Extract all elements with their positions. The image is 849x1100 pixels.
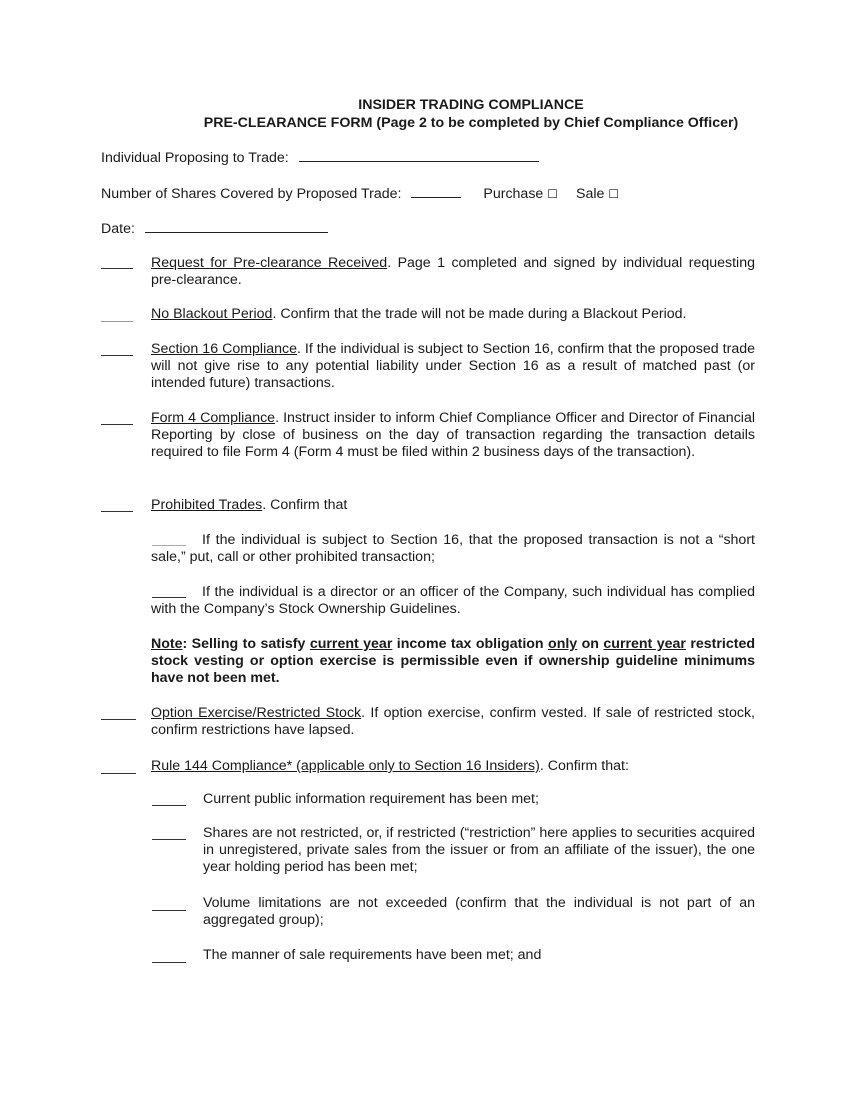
rule144-sub3: Volume limitations are not exceeded (confirm that the individual is not part of an aggregated group); — [203, 895, 755, 928]
note-current-year-2: current year — [603, 636, 686, 652]
request-text: . Page 1 completed and signed by individual requesting pre-clearance. — [151, 255, 755, 288]
option-text: . If option exercise, confirm vested. If sale of restricted stock, confirm restrictions have lapsed. — [151, 705, 755, 738]
rule144-sub1-check-blank[interactable] — [152, 805, 186, 806]
request-check-blank[interactable] — [101, 268, 133, 269]
individual-row — [101, 149, 539, 167]
prohibited-text: . Confirm that — [262, 497, 348, 513]
sale-label: Sale — [575, 186, 605, 202]
shares-field[interactable] — [411, 185, 461, 198]
rule144-sub4: The manner of sale requirements have been met; and — [203, 947, 542, 963]
prohibited-sub2: If the individual is a director or an officer of the Company, such individual has complied with the Company’s Stock Ownership Guidelines. — [151, 584, 755, 617]
blackout-text: . Confirm that the trade will not be made during a Blackout Period. — [272, 306, 687, 322]
option-title: Option Exercise/Restricted Stock — [151, 705, 362, 721]
rule144-item — [151, 758, 755, 775]
prohibited-check-blank[interactable] — [101, 511, 133, 512]
note-only: only — [548, 636, 578, 652]
individual-label: Individual Proposing to Trade: — [101, 150, 289, 166]
individual-field[interactable] — [299, 149, 539, 162]
sale-checkbox[interactable]: ☐ — [608, 187, 620, 201]
option-item — [151, 705, 755, 739]
form-title: INSIDER TRADING COMPLIANCE — [358, 97, 584, 113]
rule144-check-blank[interactable] — [101, 773, 136, 774]
rule144-sub2: Shares are not restricted, or, if restricted (“restriction” here applies to securities acquired in unregistered, private sales from the issuer or from an affiliate of the issuer), the one year holding period has been met; — [203, 825, 755, 875]
prohibited-item — [151, 497, 755, 514]
blackout-check-blank[interactable] — [101, 321, 133, 322]
date-row — [101, 220, 328, 238]
prohibited-sub1: If the individual is subject to Section 16, that the proposed transaction is not a “short sale,” put, call or other prohibited transaction; — [151, 532, 755, 565]
shares-label: Number of Shares Covered by Proposed Trade: — [101, 186, 402, 202]
blackout-title: No Blackout Period — [151, 306, 273, 322]
date-field[interactable] — [145, 220, 328, 233]
request-title: Request for Pre-clearance Received — [151, 255, 388, 271]
date-label: Date: — [101, 221, 135, 237]
blackout-item — [151, 306, 755, 323]
rule144-sub1: Current public information requirement has been met; — [203, 791, 539, 807]
note-paragraph — [151, 636, 755, 687]
note-part4: restricted stock vesting or option exercise is permissible even if ownership guideline minimums have not been met. — [151, 636, 756, 686]
note-part2: income tax obligation — [392, 636, 549, 652]
purchase-label: Purchase — [483, 186, 544, 202]
rule144-text: . Confirm that: — [539, 758, 629, 774]
note-label: Note — [151, 636, 183, 652]
section16-item — [151, 341, 755, 392]
section16-check-blank[interactable] — [101, 355, 133, 356]
form4-item — [151, 410, 755, 461]
rule144-sub3-check-blank[interactable] — [152, 910, 186, 911]
note-part3: on — [577, 636, 604, 652]
rule144-sub4-check-blank[interactable] — [152, 962, 186, 963]
form4-title: Form 4 Compliance — [151, 410, 276, 426]
form4-check-blank[interactable] — [101, 424, 133, 425]
request-item — [151, 255, 755, 289]
section16-title: Section 16 Compliance — [151, 341, 297, 357]
shares-row — [101, 185, 619, 203]
section16-text: . If the individual is subject to Section 16, confirm that the proposed trade will not give rise to any potential liability under Section 16 as a result of matched past (or intended future) transactions. — [151, 341, 755, 391]
option-check-blank[interactable] — [101, 719, 136, 720]
form-subtitle: PRE-CLEARANCE FORM (Page 2 to be completed by Chief Compliance Officer) — [203, 115, 739, 131]
note-part1: : Selling to satisfy — [182, 636, 310, 652]
prohibited-title: Prohibited Trades — [151, 497, 263, 513]
rule144-title: Rule 144 Compliance* (applicable only to Section 16 Insiders) — [151, 758, 540, 774]
purchase-checkbox[interactable]: ☐ — [547, 187, 559, 201]
note-current-year-1: current year — [309, 636, 393, 652]
rule144-sub2-check-blank[interactable] — [152, 839, 186, 840]
form4-text: . Instruct insider to inform Chief Compliance Officer and Director of Financial Reporting by close of business on the day of transaction regarding the transaction details required to file Form 4 (Form 4 must be filed within 2 business days of the transaction). — [151, 410, 755, 460]
